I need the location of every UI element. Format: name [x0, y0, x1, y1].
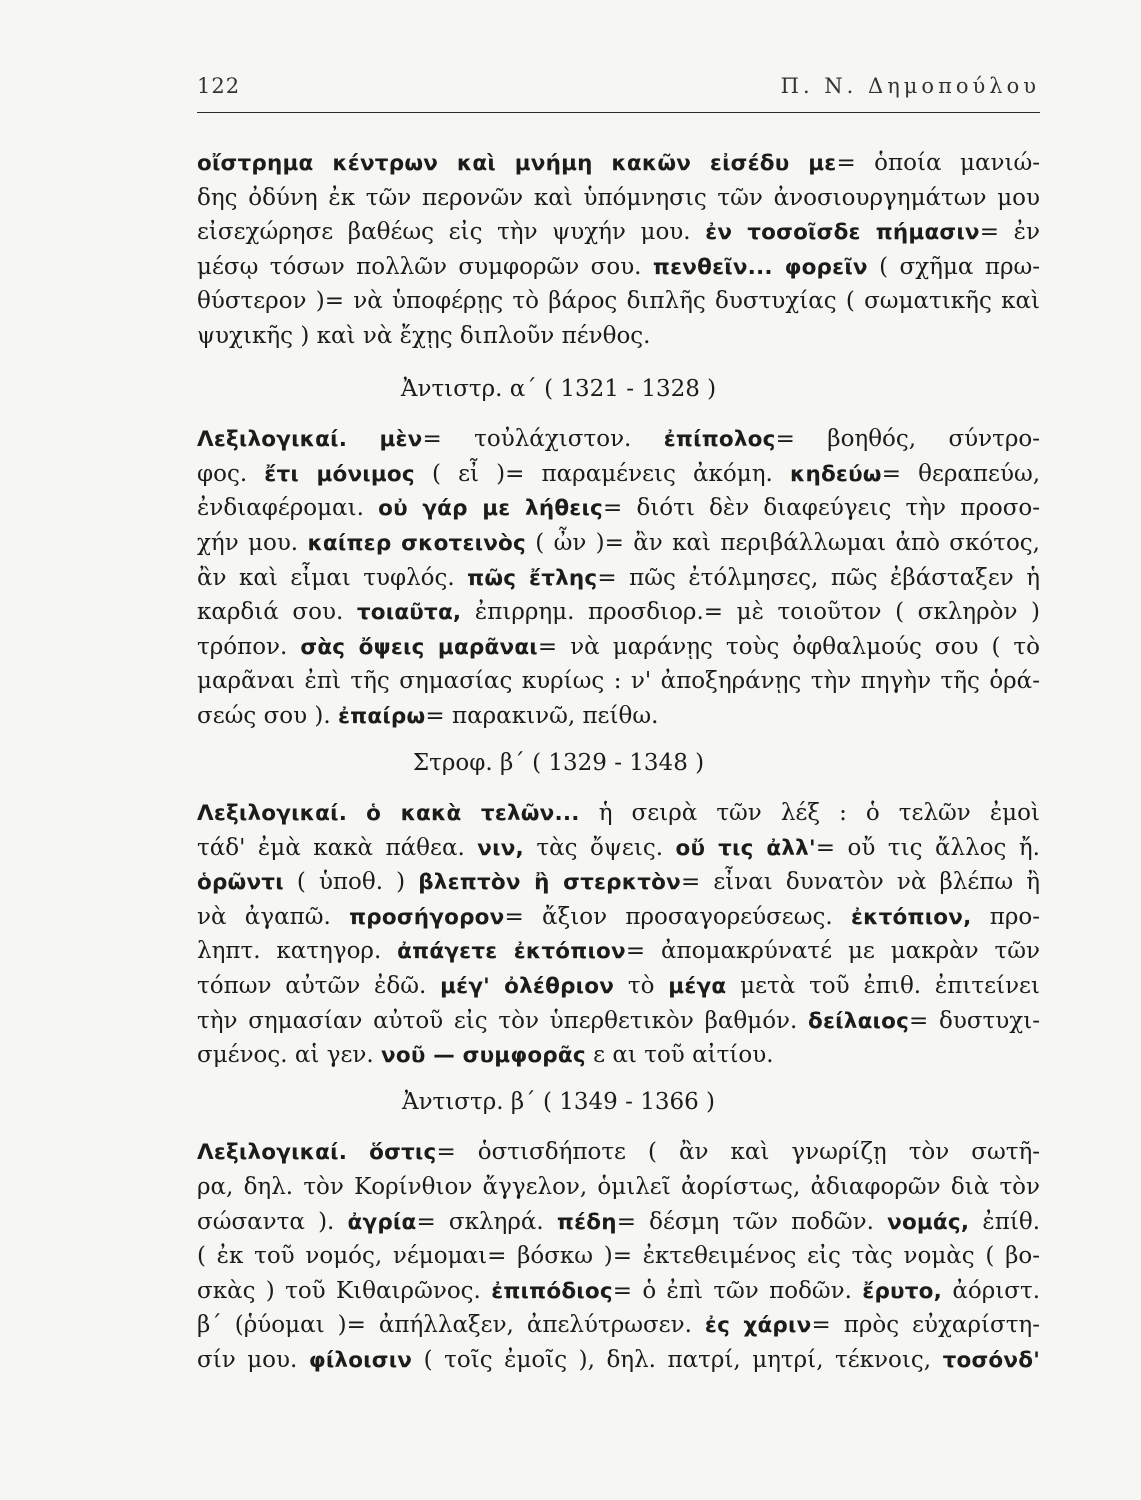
text-line: [197, 181, 1040, 216]
running-header: [197, 72, 1040, 113]
lemma: ἐπίπολος: [663, 427, 776, 453]
lemma: προσήγορον: [349, 904, 505, 930]
text-line: [197, 630, 1040, 665]
text-line: [197, 865, 1040, 900]
gloss-text: = παρακινῶ, πείθω.: [425, 702, 659, 729]
gloss-text: σώσαντα ).: [197, 1208, 348, 1235]
gloss-text: = ὁποία μανιώ-: [836, 150, 1040, 176]
lemma: νομάς,: [887, 1209, 970, 1235]
lemma: μέγα: [668, 974, 727, 1000]
lemma: ἀγρία: [347, 1209, 417, 1235]
lemma: μὲν: [379, 427, 423, 453]
lemma: ὁρῶντι: [197, 870, 284, 896]
text-line: [197, 250, 1040, 285]
gloss-text: Ἀντιστρ. α΄ ( 1321 - 1328 ): [400, 375, 717, 402]
section-heading: [197, 1085, 1040, 1120]
lemma: ἐς χάριν: [704, 1313, 812, 1339]
text-line: [197, 1308, 1040, 1343]
lemma: ἔρυτο,: [862, 1278, 943, 1304]
running-title: Π. Ν. Δημοπούλου: [780, 74, 1040, 98]
lemma: οἴστρημα κέντρων καὶ μνήμη κακῶν εἰσέδυ με: [197, 151, 837, 176]
lemma: νοῦ — συμφορᾶς: [381, 1043, 586, 1069]
lemma: ὅστις: [369, 1140, 437, 1166]
text-line: [197, 526, 1040, 561]
gloss-text: = δυστυχι-: [909, 1007, 1040, 1034]
gloss-text: [347, 800, 366, 826]
text-line: [197, 1274, 1040, 1309]
gloss-text: = εἶναι δυνατὸν νὰ βλέπω ἢ: [680, 869, 1041, 896]
text-line: [197, 1343, 1040, 1378]
lemma: μέγ' ὀλέθριον: [440, 974, 615, 1000]
text-line: [197, 1135, 1040, 1170]
gloss-text: = βοηθός, σύντρο-: [775, 426, 1040, 453]
text-line: [197, 319, 1040, 354]
section-heading: [197, 372, 1040, 407]
gloss-text: = ἄξιον προσαγορεύσεως.: [504, 903, 851, 930]
gloss-text: ληπτ. κατηγορ.: [197, 938, 398, 965]
gloss-text: [347, 426, 379, 452]
text-line: [197, 595, 1040, 630]
gloss-text: χήν μου.: [197, 529, 308, 556]
lemma: ἐπιπόδιος: [491, 1278, 613, 1304]
text-line: [197, 457, 1040, 492]
gloss-text: ( ἐκ τοῦ νομός, νέμομαι= βόσκω )= ἐκτεθειμένος εἰς τὰς νομὰς ( βο-: [197, 1243, 1040, 1270]
gloss-text: τόπων αὐτῶν ἐδῶ.: [197, 973, 441, 1000]
gloss-text: = διότι δὲν διαφεύγεις τὴν προσο-: [603, 495, 1041, 522]
lemma: τοιαῦτα,: [356, 600, 462, 626]
gloss-text: ἀόριστ.: [942, 1277, 1041, 1304]
lemma: τοσόνδ': [942, 1348, 1040, 1373]
gloss-text: ρα, δηλ. τὸν Κορίνθιον ἄγγελον, ὁμιλεῖ ἀορίστως, ἀδιαφορῶν διὰ τὸν: [197, 1174, 1040, 1201]
gloss-text: = ἐν: [979, 219, 1040, 246]
gloss-text: [347, 1139, 369, 1165]
gloss-text: ( ὦν )= ἂν καὶ περιβάλλωμαι ἀπὸ σκότος,: [525, 529, 1040, 556]
text-line: [197, 1004, 1040, 1039]
gloss-text: = ὁ ἐπὶ τῶν ποδῶν.: [612, 1277, 863, 1304]
text-line: [197, 284, 1040, 319]
gloss-text: σεώς σου ).: [197, 702, 338, 729]
text-line: [197, 1239, 1040, 1274]
lemma: Λεξιλογικαί.: [197, 427, 348, 453]
text-line: [197, 699, 1040, 734]
gloss-text: ( ὑποθ. ): [283, 869, 419, 896]
lemma: οὐ γάρ με λήθεις: [378, 496, 603, 522]
section-heading: [197, 746, 1040, 781]
gloss-text: νὰ ἀγαπῶ.: [197, 903, 350, 930]
lemma: ἔτι μόνιμος: [264, 461, 415, 487]
gloss-text: σμένος. αἱ γεν.: [197, 1042, 382, 1069]
gloss-text: = ὁστισδήποτε ( ἂν καὶ γνωρίζῃ τὸν σωτῆ-: [436, 1139, 1040, 1166]
gloss-text: Ἀντιστρ. β΄ ( 1349 - 1366 ): [401, 1088, 716, 1115]
gloss-text: τάδ' ἐμὰ κακὰ πάθεα.: [197, 834, 478, 861]
lemma: Λεξιλογικαί.: [197, 1140, 348, 1166]
gloss-text: ( τοῖς ἐμοῖς ), δηλ. πατρί, μητρί, τέκνοις,: [412, 1347, 943, 1373]
text-line: [197, 146, 1040, 181]
gloss-text: = σκληρά.: [416, 1208, 557, 1235]
gloss-text: σκὰς ) τοῦ Κιθαιρῶνος.: [197, 1277, 492, 1304]
text-line: [197, 934, 1040, 969]
lemma: ἐν τοσοῖσδε πήμασιν: [705, 220, 980, 246]
text-line: [197, 969, 1040, 1004]
gloss-text: μετὰ τοῦ ἐπιθ. ἐπιτείνει: [726, 973, 1040, 1000]
gloss-text: τρόπον.: [197, 633, 301, 660]
lemma: οὔ τις ἀλλ': [675, 835, 816, 861]
gloss-text: προ-: [971, 903, 1040, 930]
gloss-text: τὴν σημασίαν αὐτοῦ εἰς τὸν ὑπερθετικὸν βαθμόν.: [197, 1007, 809, 1034]
gloss-text: ἐνδιαφέρομαι.: [197, 495, 379, 522]
lemma: δείλαιος: [808, 1008, 910, 1034]
gloss-text: ( εἶ )= παραμένεις ἀκόμη.: [414, 460, 790, 487]
text-line: [197, 831, 1040, 866]
lemma: ἀπάγετε ἐκτόπιον: [397, 939, 626, 965]
lemma: ἐκτόπιον,: [850, 904, 972, 930]
gloss-text: ( σχῆμα πρω-: [867, 253, 1041, 280]
lemma: Λεξιλογικαί.: [197, 801, 348, 827]
text-line: [197, 796, 1040, 831]
text-line: [197, 491, 1040, 526]
lemma: φίλοισιν: [308, 1348, 413, 1373]
gloss-text: β΄ (ῥύομαι )= ἀπήλλαξεν, ἀπελύτρωσεν.: [197, 1312, 705, 1339]
lemma: νιν,: [477, 835, 524, 861]
gloss-text: δης ὀδύνη ἐκ τῶν περονῶν καὶ ὑπόμνησις τῶν ἀνοσιουργημάτων μου: [197, 184, 1040, 211]
gloss-text: καρδιά σου.: [197, 599, 357, 626]
text-line: [197, 1170, 1040, 1205]
lemma: πέδη: [556, 1209, 617, 1235]
gloss-text: ἂν καὶ εἶμαι τυφλός.: [197, 564, 468, 591]
text-line: [197, 1205, 1040, 1240]
lemma: ἐπαίρω: [338, 703, 426, 729]
commentary-text: [197, 146, 1040, 1378]
lemma: βλεπτὸν ἢ στερκτὸν: [418, 870, 681, 896]
gloss-text: = πρὸς εὐχαρίστη-: [811, 1312, 1040, 1339]
gloss-text: = θεραπεύω,: [881, 460, 1041, 487]
gloss-text: σίν μου.: [197, 1347, 309, 1373]
gloss-text: ἐπίθ.: [969, 1208, 1040, 1235]
gloss-text: ἐπιρρημ. προσδιορ.= μὲ τοιοῦτον ( σκληρὸν ): [461, 599, 1040, 626]
gloss-text: φος.: [197, 460, 265, 487]
gloss-text: = οὔ τις ἄλλος ἤ.: [815, 834, 1040, 861]
lemma: σὰς ὄψεις μαρᾶναι: [300, 634, 538, 660]
gloss-text: ψυχικῆς ) καὶ νὰ ἔχῃς διπλοῦν πένθος.: [197, 322, 651, 349]
lemma: καίπερ σκοτεινὸς: [307, 530, 526, 556]
gloss-text: ε αι τοῦ αἰτίου.: [585, 1042, 774, 1069]
lemma: ὁ κακὰ τελῶν...: [366, 801, 580, 827]
gloss-text: ἡ σειρὰ τῶν λέξ : ὁ τελῶν ἐμοὶ: [579, 800, 1040, 827]
gloss-text: = πῶς ἐτόλμησες, πῶς ἐβάσταξεν ἡ: [597, 564, 1040, 591]
gloss-text: = τοὐλάχιστον.: [422, 426, 664, 453]
page-number: 122: [197, 74, 241, 98]
lemma: πενθεῖν... φορεῖν: [652, 254, 868, 280]
text-line: [197, 664, 1040, 699]
gloss-text: = νὰ μαράνῃς τοὺς ὀφθαλμούς σου ( τὸ: [537, 633, 1041, 660]
gloss-text: θύστερον )= νὰ ὑποφέρῃς τὸ βάρος διπλῆς δυστυχίας ( σωματικῆς καὶ: [197, 288, 1040, 315]
gloss-text: μαρᾶναι ἐπὶ τῆς σημασίας κυρίως : ν' ἀποξηράνῃς τὴν πηγὴν τῆς ὁρά-: [197, 668, 1040, 695]
gloss-text: μέσῳ τόσων πολλῶν συμφορῶν σου.: [197, 253, 653, 280]
gloss-text: = ἀπομακρύνατέ με μακρὰν τῶν: [625, 938, 1040, 965]
text-line: [197, 1038, 1040, 1073]
gloss-text: τὸ: [614, 973, 669, 1000]
text-line: [197, 215, 1040, 250]
gloss-text: εἰσεχώρησε βαθέως εἰς τὴν ψυχήν μου.: [197, 219, 706, 246]
gloss-text: Στροφ. β΄ ( 1329 - 1348 ): [412, 749, 705, 776]
lemma: κηδεύω: [789, 461, 882, 487]
gloss-text: = δέσμη τῶν ποδῶν.: [616, 1208, 888, 1235]
text-line: [197, 561, 1040, 596]
gloss-text: τὰς ὄψεις.: [523, 834, 676, 861]
text-line: [197, 900, 1040, 935]
text-line: [197, 422, 1040, 457]
lemma: πῶς ἔτλης: [467, 565, 598, 591]
